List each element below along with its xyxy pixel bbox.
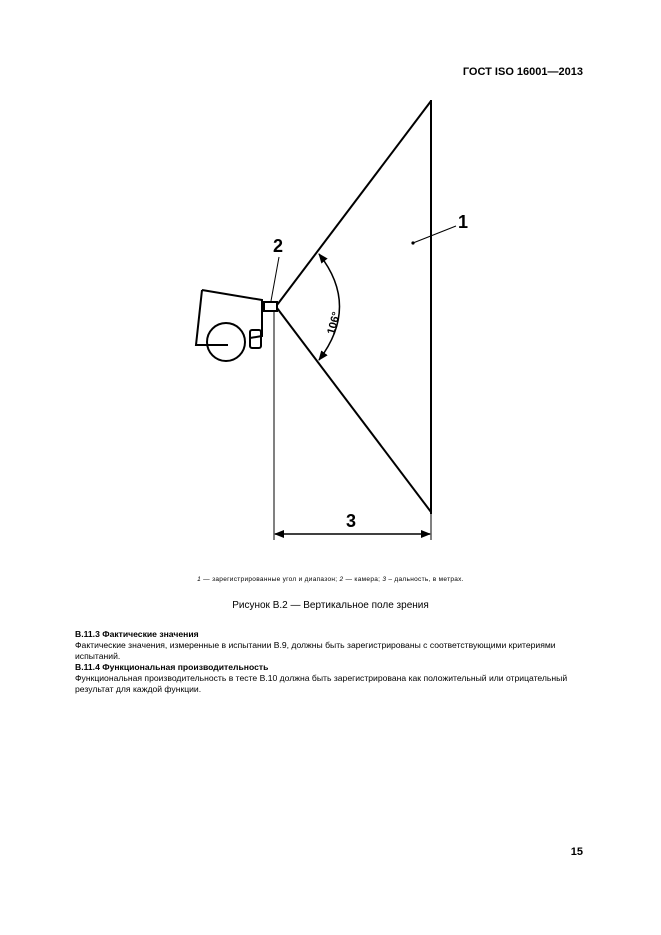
document-header: ГОСТ ISO 16001—2013	[462, 66, 583, 78]
vehicle-body	[196, 290, 262, 345]
document-body	[75, 629, 585, 695]
legend-number-1: 1	[197, 576, 202, 583]
figure-legend	[0, 576, 661, 583]
camera-icon	[264, 302, 277, 311]
section-title-b11-4: В.11.4 Функциональная производительность	[75, 662, 269, 672]
section-title-b11-3: В.11.3 Фактические значения	[75, 629, 199, 639]
angle-label: 106°	[325, 310, 343, 336]
legend-text-1: — зарегистрированные угол и диапазон;	[201, 576, 340, 583]
section-text-b11-4: Функциональная производительность в тесте В.10 должна быть зарегистрирована как положительный или отрицательный результат для каждой функции.	[75, 673, 568, 694]
legend-text-2: — камера;	[343, 576, 383, 583]
leader-line-1	[413, 226, 456, 243]
vehicle-wheel	[207, 323, 245, 361]
section-text-b11-3: Фактические значения, измеренные в испытании В.9, должны быть зарегистрированы с соответствующими критериями испытаний.	[75, 640, 556, 661]
vehicle-rear-block	[250, 330, 261, 348]
leader-dot-1	[411, 241, 414, 244]
figure-label-1: 1	[458, 212, 469, 232]
figure-label-2: 2	[273, 236, 284, 256]
field-of-view-lines	[277, 100, 431, 514]
leader-line-2	[271, 257, 279, 301]
vehicle-drawing	[196, 290, 262, 361]
legend-number-3: 3	[382, 576, 387, 583]
legend-text-3: – дальность, в метрах.	[386, 576, 464, 583]
legend-number-2: 2	[339, 576, 344, 583]
angle-arc	[319, 254, 343, 360]
figure-caption: Рисунок В.2 — Вертикальное поле зрения	[232, 600, 429, 611]
page-number: 15	[570, 846, 583, 858]
figure-label-3: 3	[346, 511, 357, 531]
